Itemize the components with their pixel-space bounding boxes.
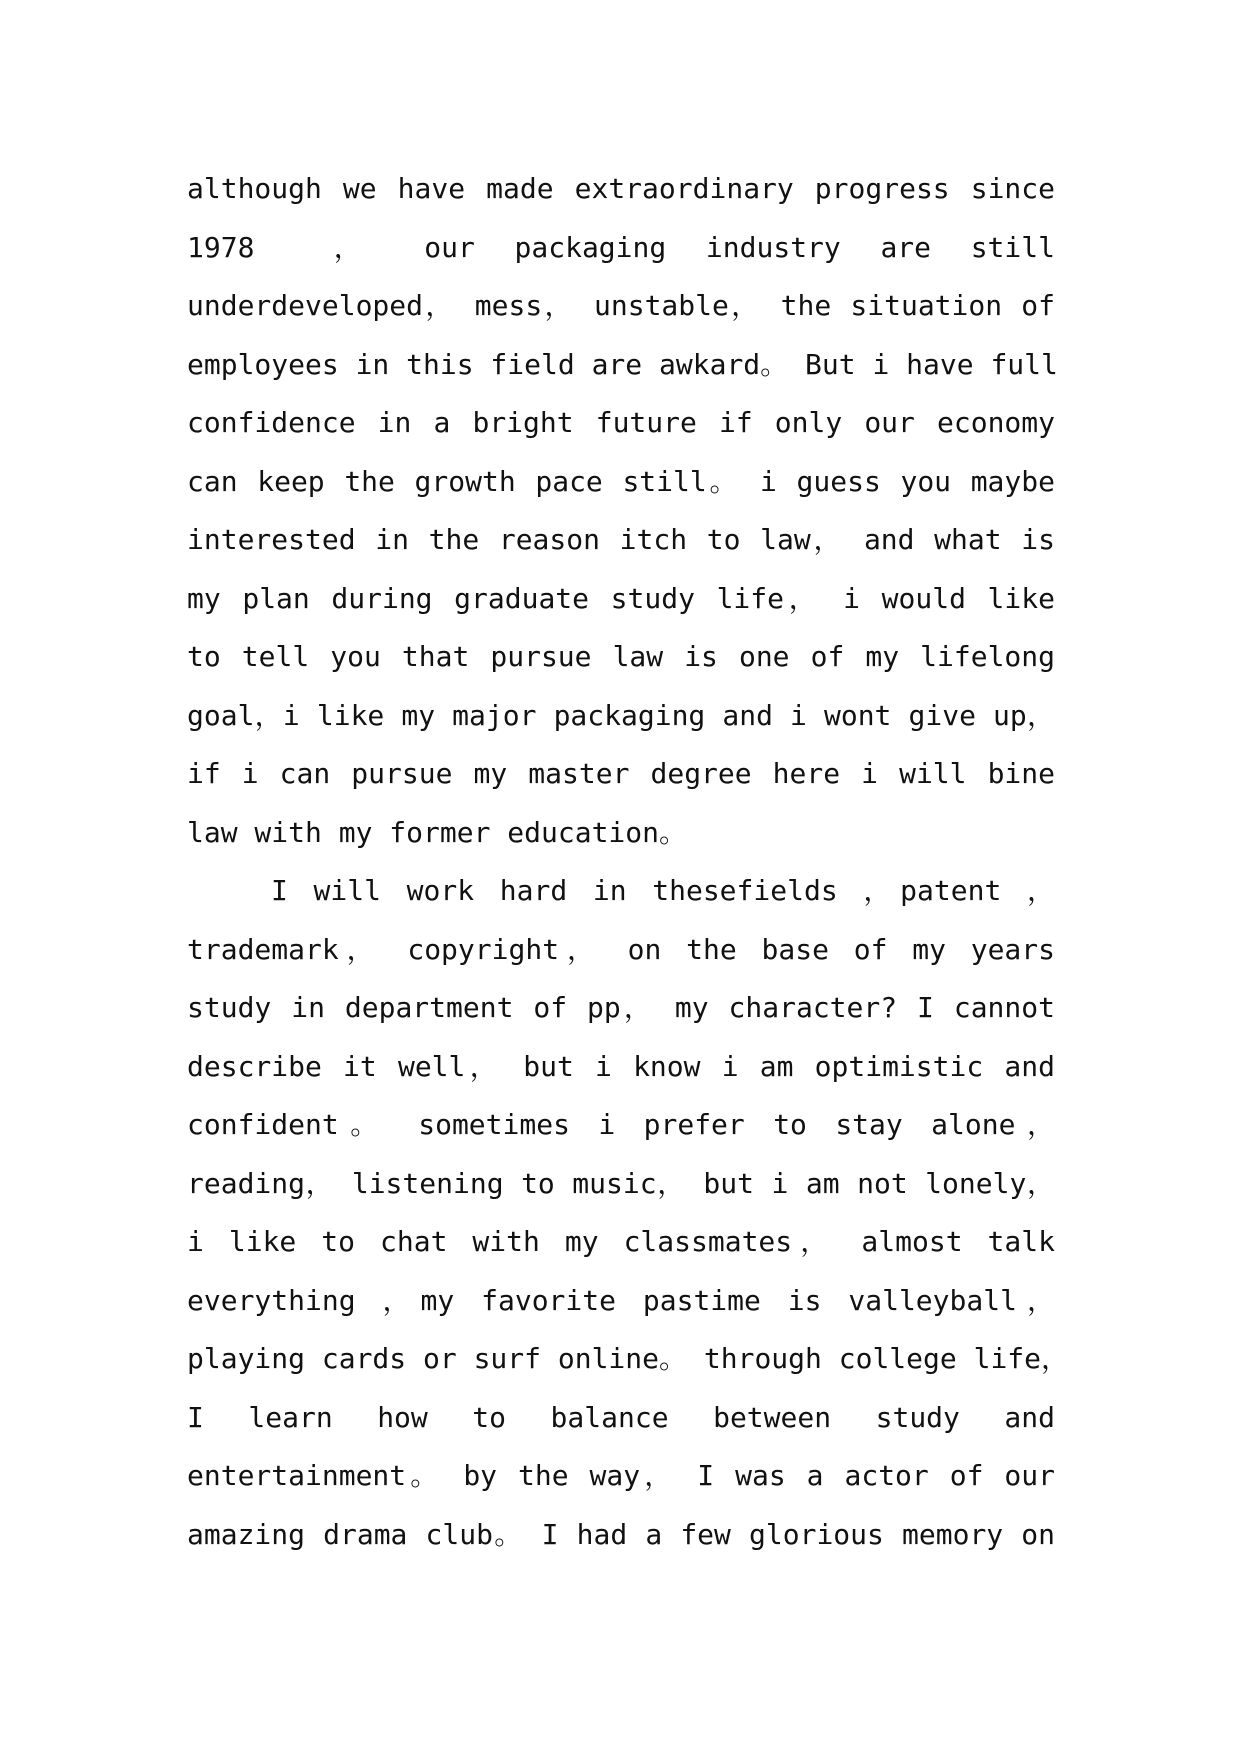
text-line: reading， listening to music， but i am not lonely， [187,1166,1055,1200]
text-line: study in department of pp， my character? I cannot [187,991,1055,1024]
text-line: employees in this field are awkard。 But i have full [187,347,1058,381]
text-line: my plan during graduate study life， i would like [187,581,1055,615]
text-line: describe it well， but i know i am optimistic and [187,1049,1055,1083]
text-line: entertainment。 by the way， I was a actor of our [187,1459,1055,1492]
paragraph-1 [187,160,1058,862]
text-line: everything ，my favorite pastime is valleyball， [187,1283,1055,1317]
body-text [187,160,1070,1564]
text-line: I learn how to balance between study and [187,1400,1055,1434]
text-line: can keep the growth pace still。 i guess you maybe [187,464,1055,498]
text-line: trademark， copyright， on the base of my years [187,932,1055,966]
text-line: i like to chat with my classmates， almost talk [187,1225,1055,1258]
paragraph-2 [187,862,1070,1564]
text-line: confident。 sometimes i prefer to stay alone， [187,1108,1055,1141]
text-line: 1978 ， our packaging industry are still [187,230,1055,264]
text-line: goal，i like my major packaging and i wont give up， [187,698,1055,732]
text-line: underdeveloped， mess， unstable， the situation of [187,289,1055,322]
text-line: to tell you that pursue law is one of my lifelong [187,640,1055,673]
text-line: although we have made extraordinary progress since [187,172,1055,205]
text-line: I will work hard in thesefields ，patent ， [271,874,1055,907]
text-line: amazing drama club。 I had a few glorious memory on [187,1517,1055,1551]
text-line: interested in the reason itch to law， and what is [187,523,1055,556]
text-line: confidence in a bright future if only our economy [187,406,1055,439]
text-line: law with my former education。 [187,815,688,849]
text-line: if i can pursue my master degree here i will bine [187,757,1055,790]
text-line: playing cards or surf online。 through college life， [187,1342,1070,1375]
